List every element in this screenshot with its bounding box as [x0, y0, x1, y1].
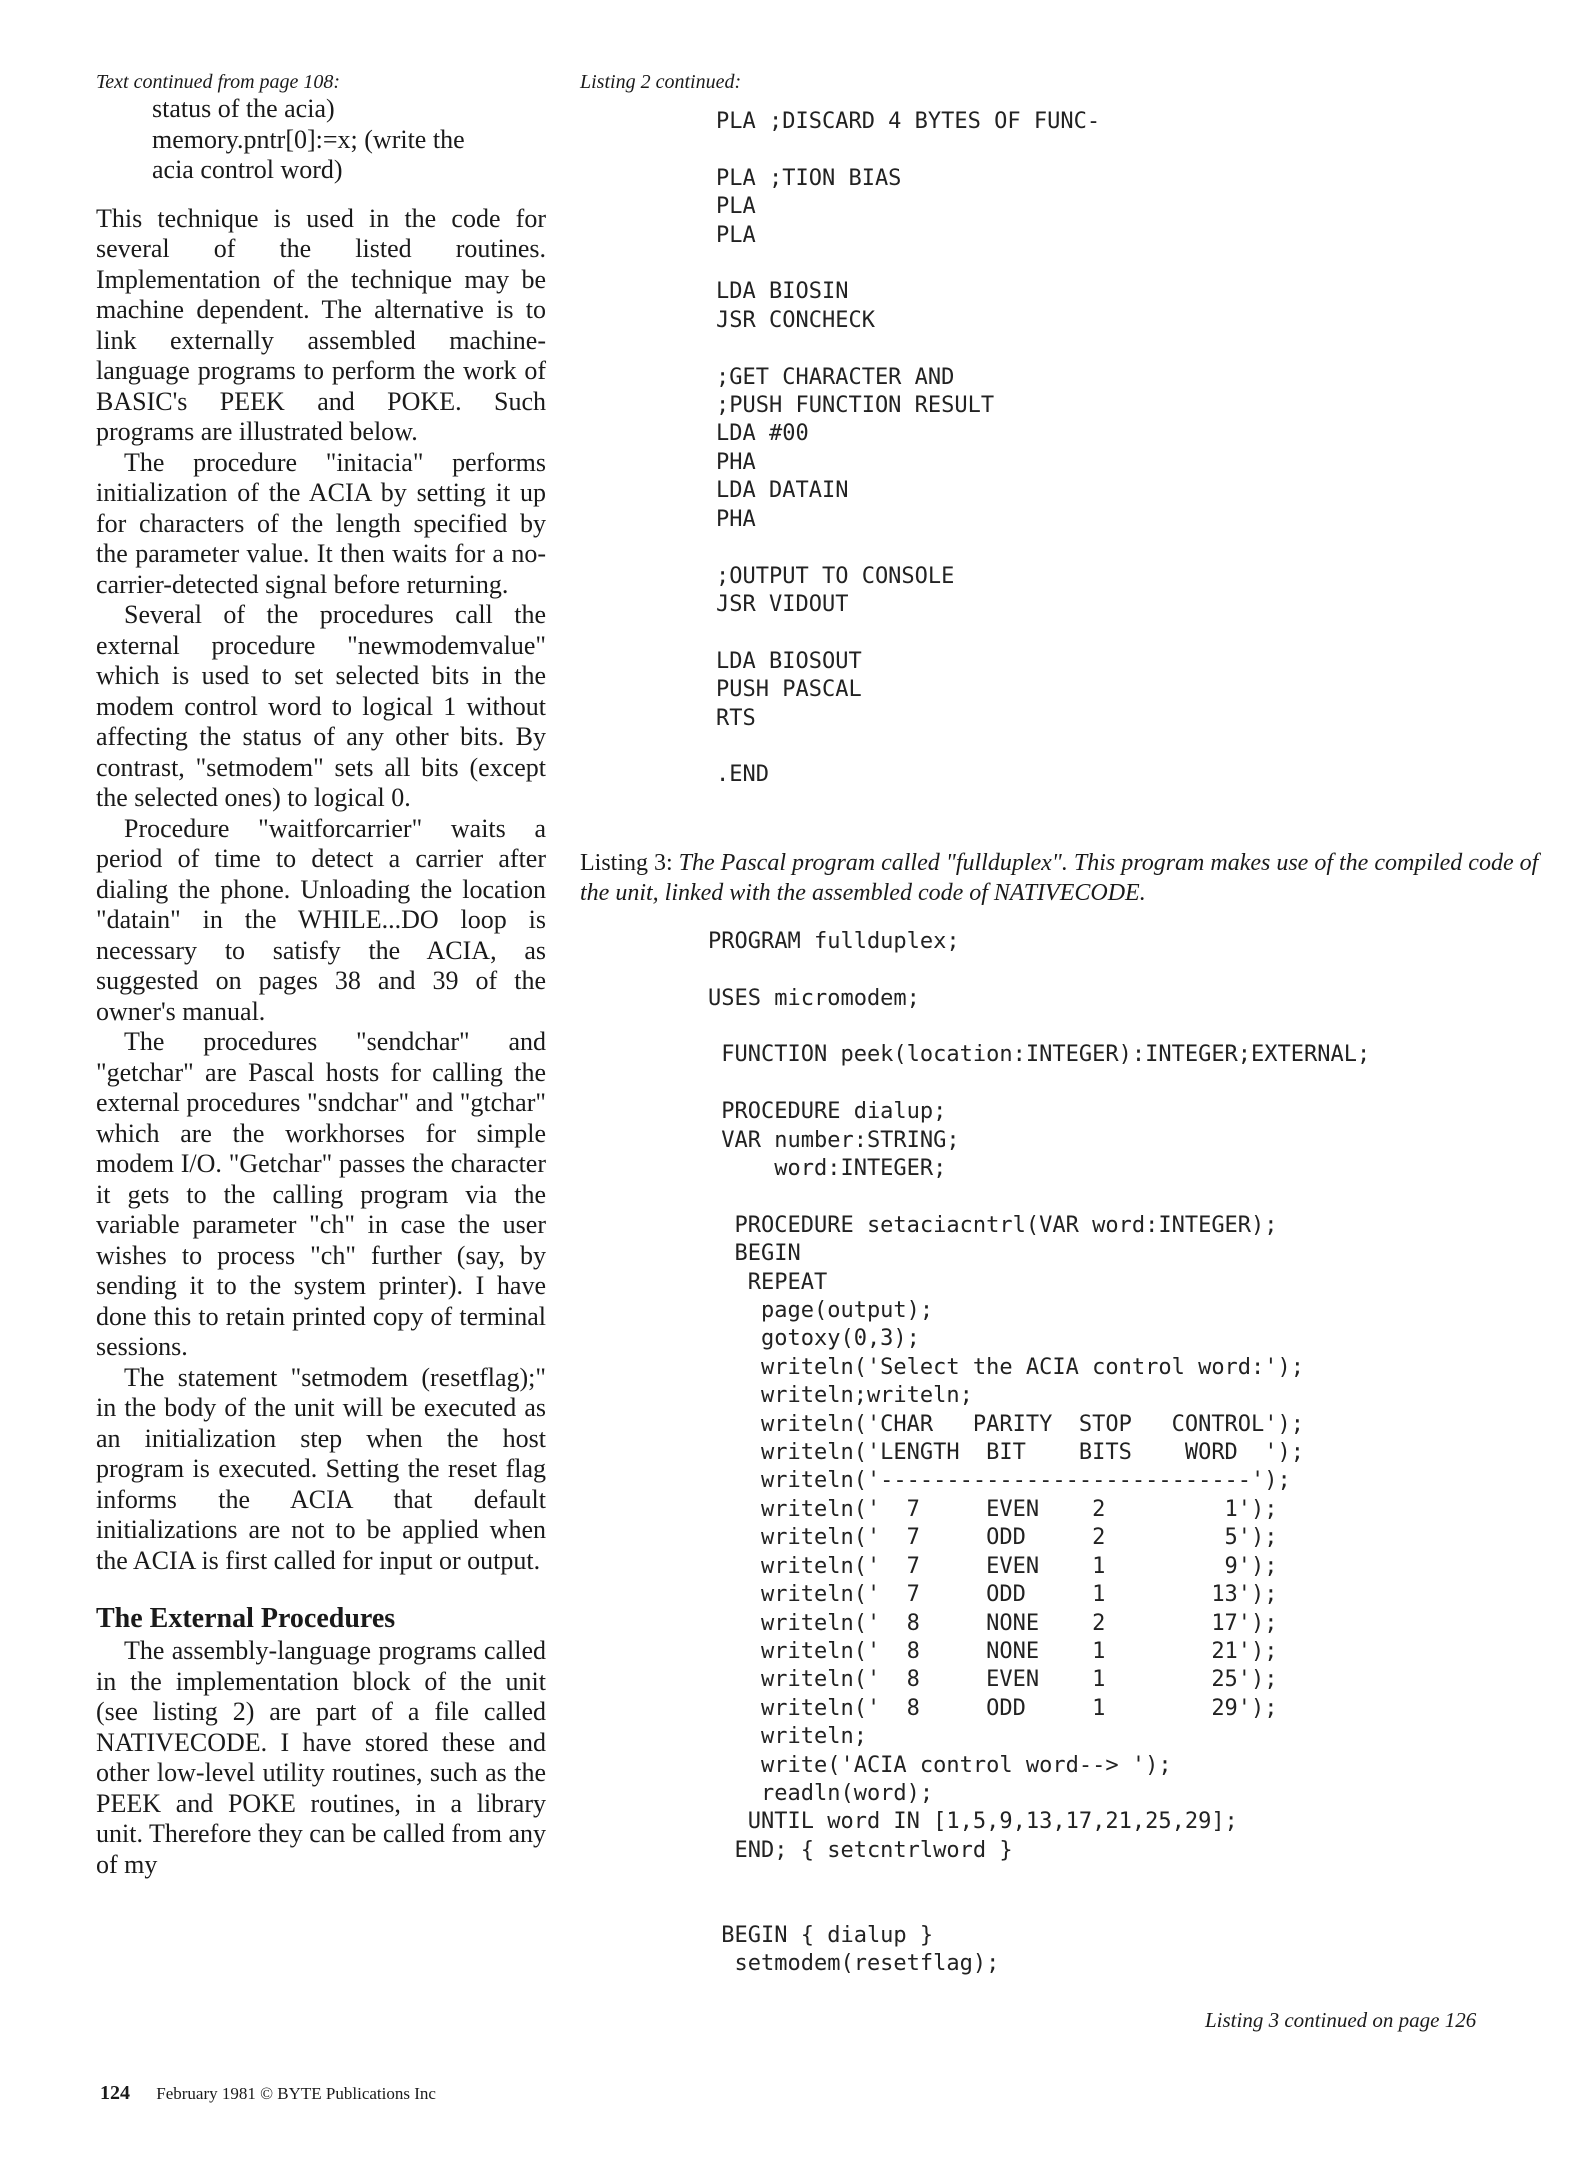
listing3-code: PROGRAM fullduplex; USES micromodem; FUNCTION peek(location:INTEGER):INTEGER;EXTERNAL; PROCEDURE dialup; VAR number:STRING; word:INTEGER; PROCEDURE setaciacntrl(VAR word:INTEGER); BEGIN REPEAT page(output); gotoxy(0,3); writeln('Select the ACIA control word:'); writeln;writeln; writeln('CHAR PARITY STOP CONTROL'); writeln('LENGTH BIT BITS WORD '); writeln('----------------------------'); writeln(' 7 EVEN 2 1'); writeln(' 7 ODD 2 5'); writeln(' 7 EVEN 1 9'); writeln(' 7 ODD 1 13'); writeln(' 8 NONE 2 17'); writeln(' 8 NONE 1 21'); writeln(' 8 EVEN 1 25'); writeln(' 8 ODD 1 29'); writeln; write('ACIA control word--> '); readln(word); UNTIL word IN [1,5,9,13,17,21,25,29]; END; { setcntrlword } BEGIN { dialup } setmodem(resetflag);: [708, 928, 1371, 1977]
body-paragraph: The statement "setmodem (resetflag);" in the body of the unit will be executed as an initialization step when the host program is executed. Setting the reset flag informs the ACIA that default initializations are not to be applied when the ACIA is first called for input or output.: [96, 1362, 546, 1575]
right-listing-column: [580, 70, 1540, 1979]
listing3-label: Listing 3:: [580, 849, 673, 876]
page-number: 124: [100, 2082, 130, 2104]
left-text-column: [96, 70, 546, 1880]
listing3-caption: [580, 848, 1540, 908]
section-heading: The External Procedures: [96, 1603, 396, 1634]
body-paragraph: The assembly-language programs called in the implementation block of the unit (see listing 2) are part of a file called NATIVECODE. I have stored these and other low-level utility routines, such as the PEEK and POKE routines, in a library unit. Therefore they can be called from any of my: [96, 1636, 546, 1879]
code-line: memory.pntr[0]:=x; (write the: [152, 124, 465, 154]
page-footer: [100, 2082, 436, 2105]
code-snippet: [96, 94, 546, 186]
body-paragraph: Several of the procedures call the external procedure "newmodemvalue" which is used to set selected bits in the modem control word to logical 1 without affecting the status of any other bits. By contrast, "setmodem" sets all bits (except the selected ones) to logical 0.: [96, 600, 546, 812]
body-paragraph: The procedure "initacia" performs initialization of the ACIA by setting it up for characters of the length specified by the parameter value. It then waits for a no-carrier-detected signal before returning.: [96, 447, 546, 599]
listing2-heading: Listing 2 continued:: [580, 71, 742, 93]
listing3-continued-note: Listing 3 continued on page 126: [1205, 2008, 1477, 2032]
code-line: acia control word): [152, 155, 343, 184]
body-paragraph: The procedures "sendchar" and "getchar" are Pascal hosts for calling the external procedures "sndchar" and "gtchar" which are the workhorses for simple modem I/O. "Getchar" passes the character it gets to the calling program via the variable parameter "ch" in case the user wishes to process "ch" further (say, by sending it to the system printer). I have done this to retain printed copy of terminal sessions.: [96, 1027, 546, 1361]
body-paragraph: This technique is used in the code for several of the listed routines. Implementation of the technique may be machine dependent. The alternative is to link externally assembled machine-language programs to perform the work of BASIC's PEEK and POKE. Such programs are illustrated below.: [96, 203, 546, 446]
listing2-code: PLA ;DISCARD 4 BYTES OF FUNC- PLA ;TION BIAS PLA PLA LDA BIOSIN JSR CONCHECK ;GET CHARACTER AND ;PUSH FUNCTION RESULT LDA #00 PHA LDA DATAIN PHA ;OUTPUT TO CONSOLE JSR VIDOUT LDA BIOSOUT PUSH PASCAL RTS .END: [716, 109, 1101, 788]
continued-from-note: Text continued from page 108:: [96, 71, 341, 93]
body-paragraph: Procedure "waitforcarrier" waits a period of time to detect a carrier after dialing the phone. Unloading the location "datain" in the WHILE...DO loop is necessary to satisfy the ACIA, as suggested on pages 38 and 39 of the owner's manual.: [96, 813, 546, 1026]
code-line: status of the acia): [152, 94, 335, 123]
listing3-caption-text: The Pascal program called "fullduplex". This program makes use of the compiled code of the unit, linked with the assembled code of NATIVECODE.: [580, 849, 1539, 906]
imprint: February 1981 © BYTE Publications Inc: [156, 2084, 436, 2103]
